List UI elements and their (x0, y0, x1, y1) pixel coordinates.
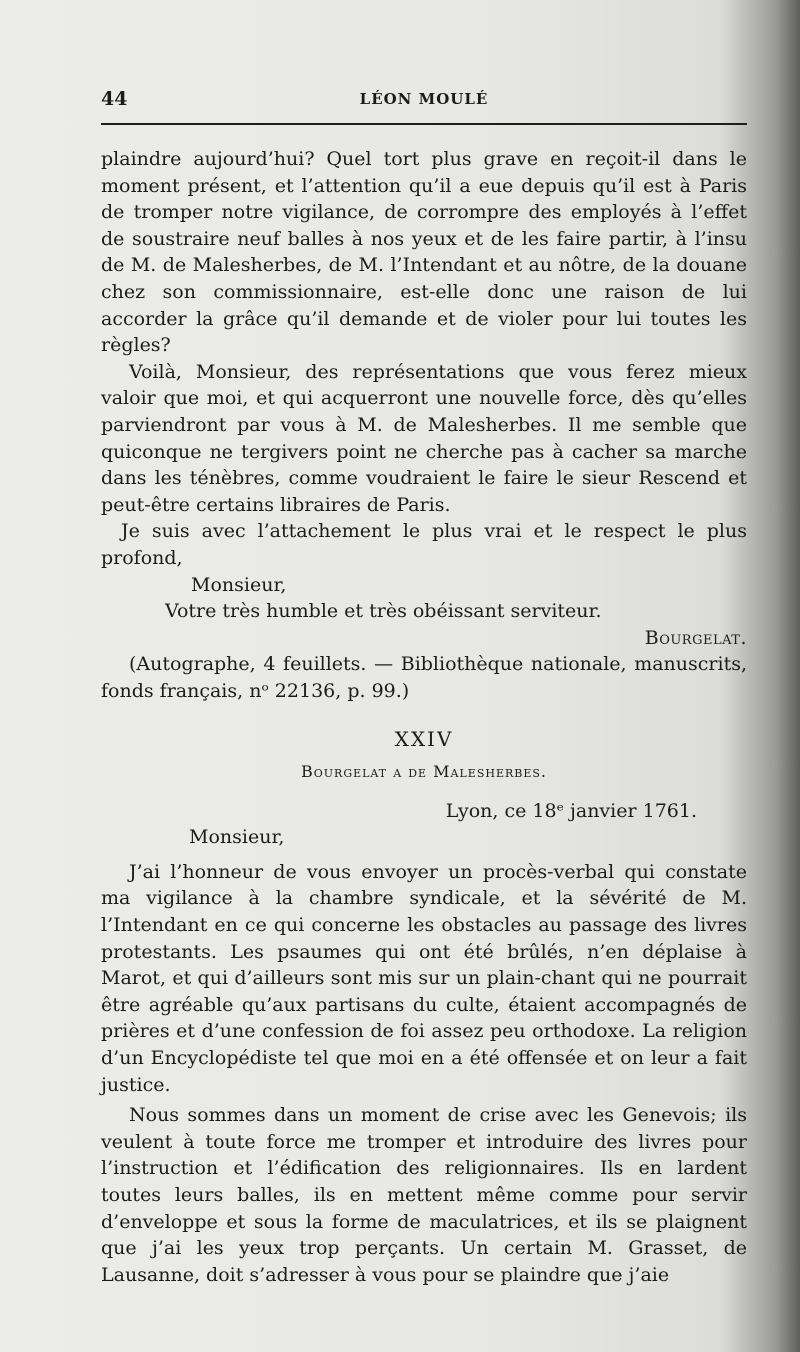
paragraph: J’ai l’honneur de vous envoyer un procès-verbal qui constate ma vigilance à la chambre syndicale, et la sévérité de M. l’Intendant en ce qui concerne les obstacles au passage des livres protestants. Les psaumes qui ont été brûlés, n’en déplaise à Marot, et qui d’ailleurs sont mis sur un plain-chant qui ne pourrait être agréable qu’aux partisans du culte, étaient accompagnés de prières et d’une confession de foi assez peu orthodoxe. La religion d’un Encyclopédiste tel que moi en a été offensée et on leur a fait justice. (101, 860, 747, 1096)
page-header (101, 88, 747, 112)
paragraph: Nous sommes dans un moment de crise avec les Genevois; ils veulent à toute force me tromper et introduire des livres pour l’instruction et l’édification des religionnaires. Ils en lardent toutes leurs balles, ils en mettent même comme pour servir d’enveloppe et sous la forme de maculatrices, et ils se plaignent que j’ai les yeux trop perçants. Un certain M. Grasset, de Lausanne, doit s’adresser à vous pour se plaindre que j’aie (101, 1104, 747, 1286)
header-rule (101, 123, 747, 125)
paragraph: Voilà, Monsieur, des représentations que vous ferez mieux valoir que moi, et qui acquerront une nouvelle force, dès qu’elles parviendront par vous à M. de Malesherbes. Il me semble que quiconque ne tergivers point ne cherche pas à cacher sa marche dans les ténèbres, comme voudraient le faire le sieur Rescend et peut-être certains libraires de Paris. (101, 360, 747, 516)
section-title: Bourgelat a de Malesherbes. (300, 762, 548, 782)
signature: Bourgelat. (644, 626, 747, 649)
section-number: XXIV (394, 727, 454, 752)
paragraph-continuation: plaindre aujourd’hui? Quel tort plus grave en reçoit-il dans le moment présent, et l’attention qu’il a eue depuis qu’il est à Paris de tromper notre vigilance, de corrompre des employés à l’effet de soustraire neuf balles à nos yeux et de les faire partir, à l’insu de M. de Malesherbes, de M. l’Intendant et au nôtre, de la douane chez son commissionnaire, est-elle donc une raison de lui accorder la grâce qu’il demande et de violer pour lui toutes les règles? (101, 148, 747, 357)
page-number: 44 (101, 88, 128, 110)
running-title: LÉON MOULÉ (359, 90, 489, 108)
page-text (101, 146, 747, 1288)
closing-formula: Votre très humble et très obéissant serviteur. (165, 600, 602, 623)
closing-salutation: Monsieur, (191, 573, 287, 596)
source-note: (Autographe, 4 feuillets. — Bibliothèque nationale, manuscrits, fonds français, nᵒ 22136, p. 99.) (101, 653, 747, 702)
salutation: Monsieur, (189, 826, 285, 849)
dateline: Lyon, ce 18ᵉ janvier 1761. (445, 799, 697, 822)
closing-line: Je suis avec l’attachement le plus vrai et le respect le plus profond, (101, 520, 747, 569)
